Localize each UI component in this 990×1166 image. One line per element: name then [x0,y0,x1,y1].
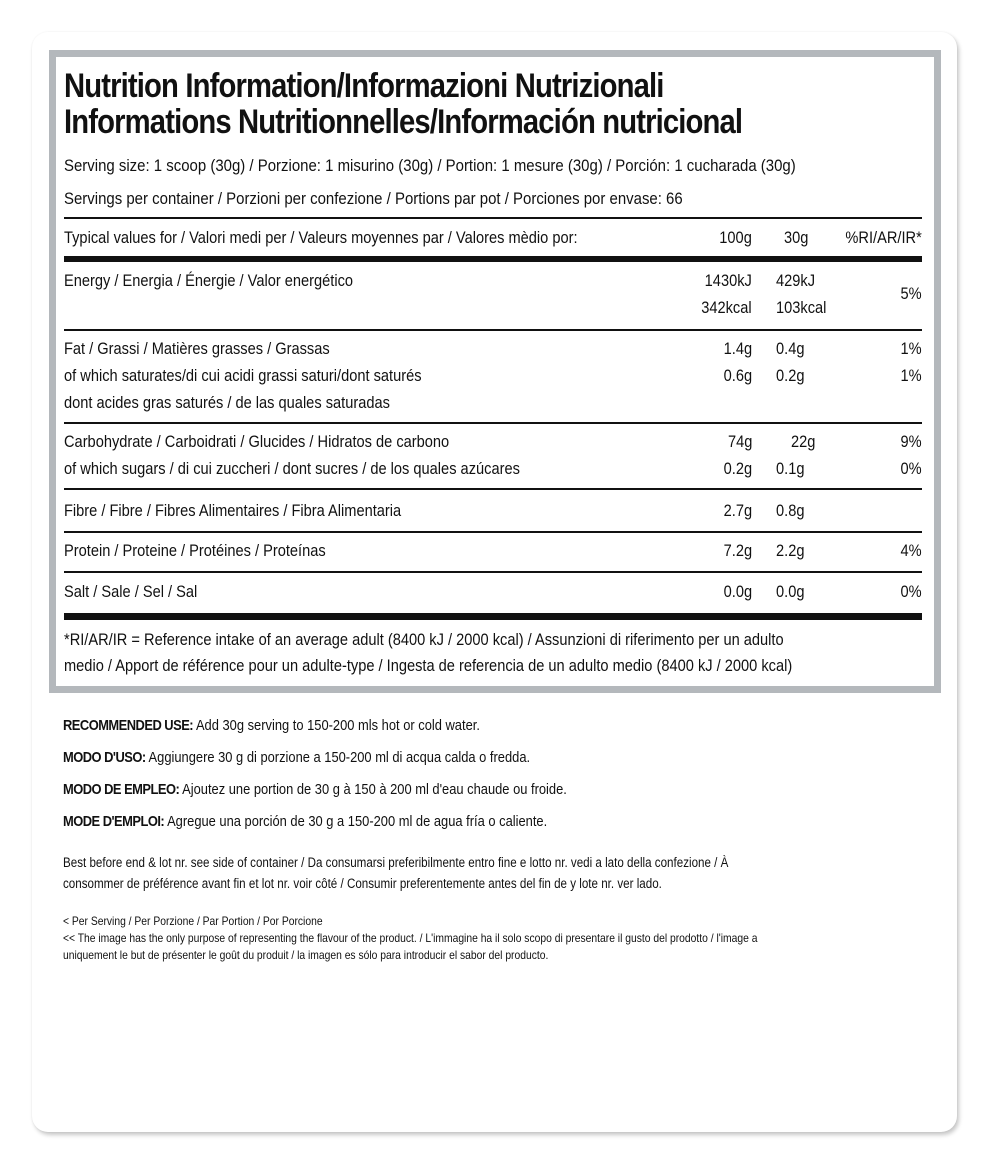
usage-fr [63,812,547,832]
ri-footnote-line-2: medio / Apport de référence pour un adulte-type / Ingesta de referencia de un adulto medio (8400 kJ / 2000 kcal) [64,656,793,675]
fat-ri: 1% [900,339,922,358]
energy-ri: 5% [900,284,922,303]
image-disclaimer-line-1: << The image has the only purpose of representing the flavour of the product. / L'immagine ha il solo scopo di presentare il gusto del prodotto / l'image a [63,931,758,945]
protein-30g: 2.2g [776,541,805,560]
best-before-line-1: Best before end & lot nr. see side of container / Da consumarsi preferibilmente entro fine e lotto nr. vedi a lato della confezione / À [63,855,729,870]
usage-heading: MODO DE EMPLEO: [63,781,180,798]
ri-footnote [64,627,792,679]
thick-divider [64,613,922,620]
usage-text: Ajoutez une portion de 30 g à 150 à 200 ml d'eau chaude ou froide. [179,781,567,798]
fat-30g: 0.4g [776,339,805,358]
usage-text: Aggiungere 30 g di porzione a 150-200 ml di acqua calda o fredda. [145,749,531,766]
fibre-30g: 0.8g [776,501,805,520]
usage-heading: RECOMMENDED USE: [63,717,194,734]
carb-30g: 22g [791,432,816,451]
image-disclaimer-line-2: uniquement le but de présenter le goût du produit / la imagen es sólo para introducir el sabor del producto. [63,948,549,962]
sugars-ri: 0% [900,459,922,478]
salt-100g: 0.0g [723,582,752,601]
carb-100g: 74g [727,432,752,451]
ri-footnote-line-1: *RI/AR/IR = Reference intake of an average adult (8400 kJ / 2000 kcal) / Assunzioni di riferimento per un adulto [64,630,784,649]
header-100g: 100g [719,228,752,247]
energy-30g-kj: 429kJ [776,271,816,290]
serving-size: Serving size: 1 scoop (30g) / Porzione: 1 misurino (30g) / Portion: 1 mesure (30g) / Porción: 1 cucharada (30g) [64,156,796,175]
usage-text: Add 30g serving to 150-200 mls hot or cold water. [193,717,480,734]
row-label: Fibre / Fibre / Fibres Alimentaires / Fibra Alimentaria [64,501,402,520]
usage-es [63,780,567,800]
title-line-2: Informations Nutritionnelles/Información nutricional [64,103,743,141]
row-label: Fat / Grassi / Matières grasses / Grassas [64,339,330,358]
saturates-100g: 0.6g [723,366,752,385]
usage-en [63,716,480,736]
thick-divider [64,256,922,262]
usage-text: Agregue una porción de 30 g a 150-200 ml de agua fría o caliente. [164,813,548,830]
row-label: dont acides gras saturés / de las quales saturadas [64,393,390,412]
fat-100g: 1.4g [723,339,752,358]
sugars-30g: 0.1g [776,459,805,478]
carb-ri: 9% [900,432,922,451]
servings-per-container: Servings per container / Porzioni per confezione / Portions par pot / Porciones por envase: 66 [64,189,683,208]
divider [64,329,922,331]
energy-100g-kj: 1430kJ [704,271,752,290]
row-label: of which sugars / di cui zuccheri / dont sucres / de los quales azúcares [64,459,520,478]
divider [64,217,922,219]
salt-ri: 0% [900,582,922,601]
sugars-100g: 0.2g [723,459,752,478]
row-label: of which saturates/di cui acidi grassi saturi/dont saturés [64,366,422,385]
divider [64,531,922,533]
row-label: Carbohydrate / Carboidrati / Glucides / Hidratos de carbono [64,432,450,451]
usage-heading: MODE D'EMPLOI: [63,813,165,830]
header-ri: %RI/AR/IR* [845,228,922,247]
saturates-ri: 1% [900,366,922,385]
divider [64,488,922,490]
protein-ri: 4% [900,541,922,560]
energy-30g-kcal: 103kcal [776,298,827,317]
divider [64,422,922,424]
usage-it [63,748,530,768]
best-before-line-2: consommer de préférence avant fin et lot nr. voir côté / Consumir preferentemente antes del fin de y lote nr. ver lado. [63,876,662,891]
title-line-1: Nutrition Information/Informazioni Nutrizionali [64,67,664,105]
row-label: Salt / Sale / Sel / Sal [64,582,198,601]
header-30g: 30g [784,228,809,247]
protein-100g: 7.2g [723,541,752,560]
nutrition-table-panel [49,50,941,693]
per-serving-note: < Per Serving / Per Porzione / Par Portion / Por Porcione [63,914,323,928]
salt-30g: 0.0g [776,582,805,601]
energy-100g-kcal: 342kcal [701,298,752,317]
row-label: Energy / Energia / Énergie / Valor energético [64,271,354,290]
usage-heading: MODO D'USO: [63,749,146,766]
fibre-100g: 2.7g [723,501,752,520]
divider [64,571,922,573]
header-label: Typical values for / Valori medi per / Valeurs moyennes par / Valores mèdio por: [64,228,578,247]
row-label: Protein / Proteine / Protéines / Proteínas [64,541,326,560]
saturates-30g: 0.2g [776,366,805,385]
